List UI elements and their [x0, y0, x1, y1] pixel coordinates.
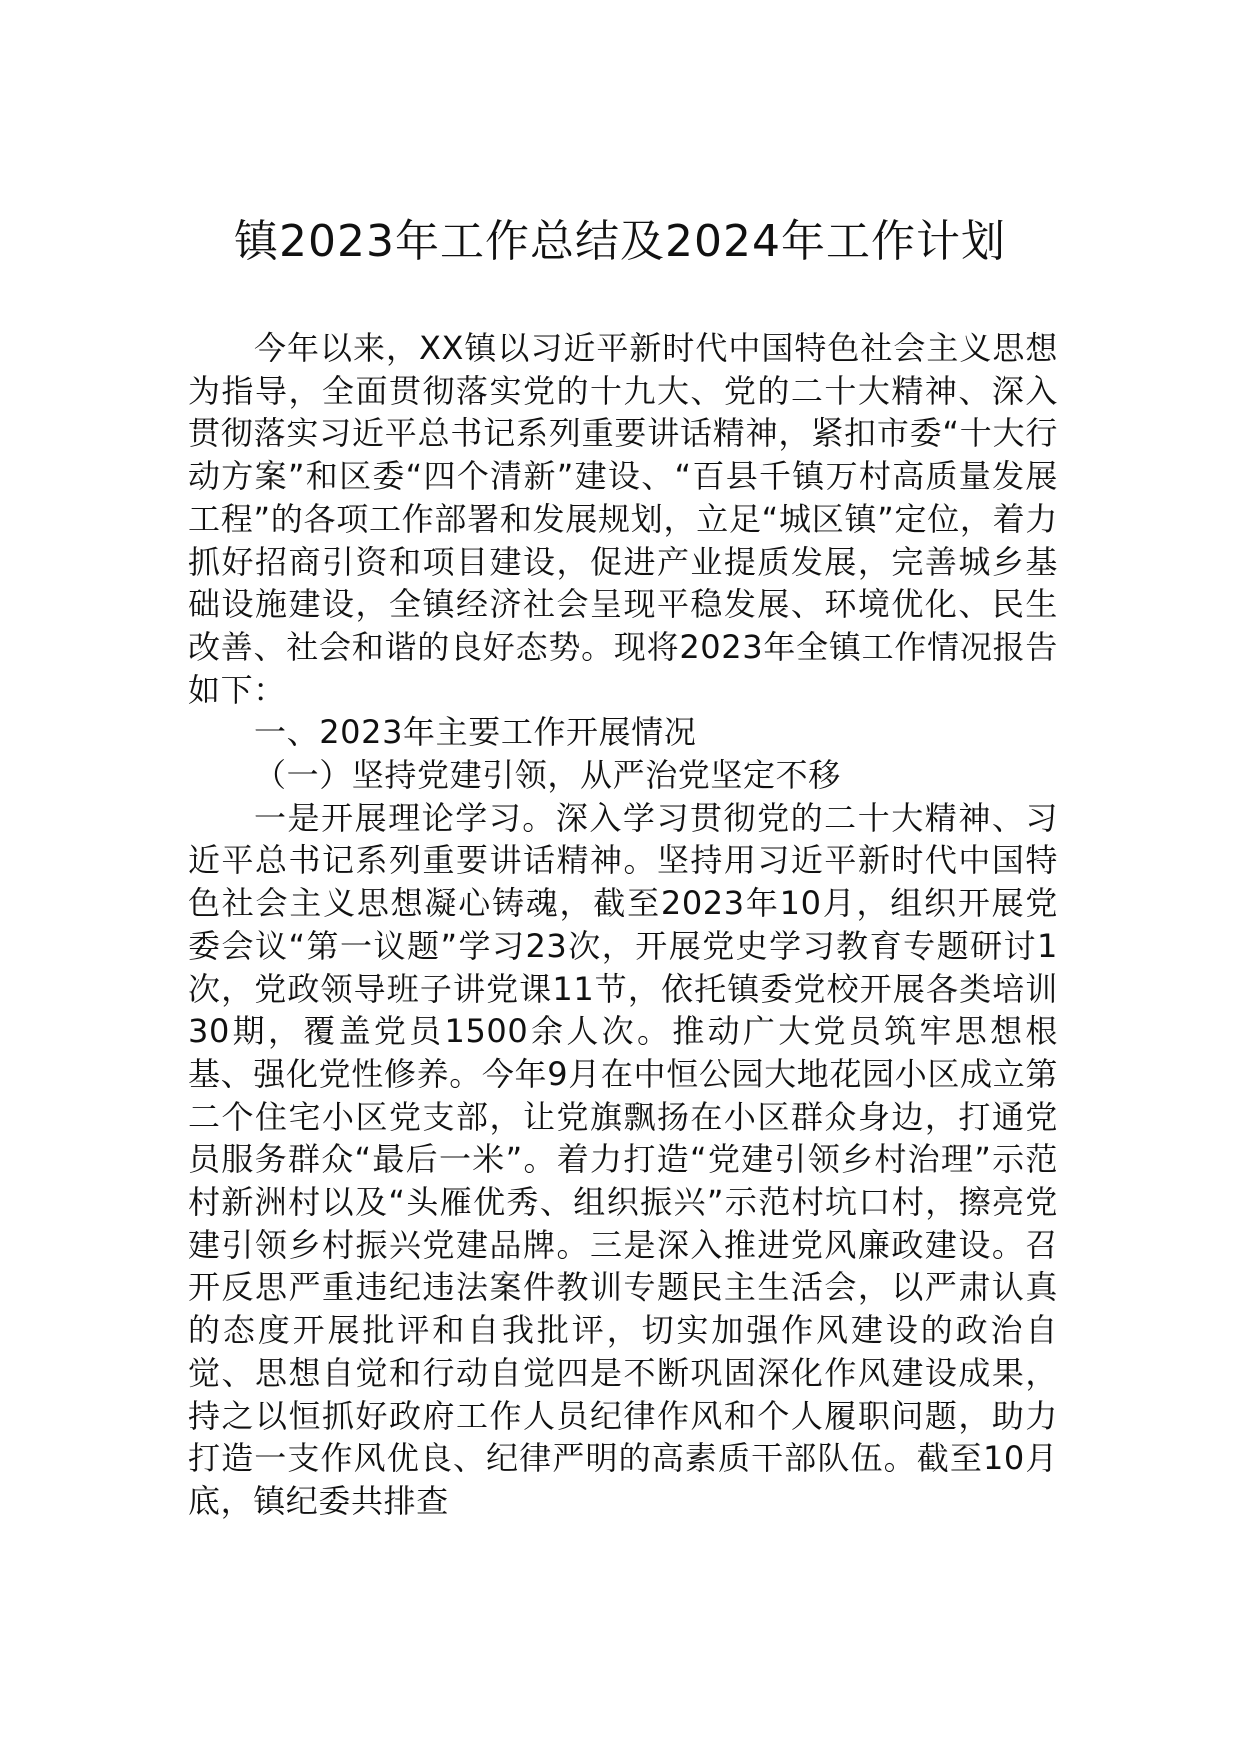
- section-heading: 一、2023年主要工作开展情况: [254, 713, 697, 752]
- body-paragraph: 一是开展理论学习。深入学习贯彻党的二十大精神、习近平总书记系列重要讲话精神。坚持用习近平新时代中国特色社会主义思想凝心铸魂，截至2023年10月，组织开展党委会议“第一议题”学习23次，开展党史学习教育专题研讨1次，党政领导班子讲党课11节，依托镇委党校开展各类培训30期，覆盖党员1500余人次。推动广大党员筑牢思想根基、强化党性修养。今年9月在中恒公园大地花园小区成立第二个住宅小区党支部，让党旗飘扬在小区群众身边，打通党员服务群众“最后一米”。着力打造“党建引领乡村治理”示范村新洲村以及“头雁优秀、组织振兴”示范村坑口村，擦亮党建引领乡村振兴党建品牌。三是深入推进党风廉政建设。召开反思严重违纪违法案件教训专题民主生活会，以严肃认真的态度开展批评和自我批评，切实加强作风建设的政治自觉、思想自觉和行动自觉四是不断巩固深化作风建设成果，持之以恒抓好政府工作人员纪律作风和个人履职问题，助力打造一支作风优良、纪律严明的高素质干部队伍。截至10月底，镇纪委共排查: [188, 798, 1058, 1520]
- intro-paragraph: 今年以来，XX镇以习近平新时代中国特色社会主义思想为指导，全面贯彻落实党的十九大、党的二十大精神、深入贯彻落实习近平总书记系列重要讲话精神，紧扣市委“十大行动方案”和区委“四个清新”建设、“百县千镇万村高质量发展工程”的各项工作部署和发展规划，立足“城区镇”定位，着力抓好招商引资和项目建设，促进产业提质发展，完善城乡基础设施建设，全镇经济社会呈现平稳发展、环境优化、民生改善、社会和谐的良好态势。现将2023年全镇工作情况报告如下：: [188, 329, 1058, 709]
- subsection-heading: （一）坚持党建引领，从严治党坚定不移: [254, 756, 841, 795]
- document-title: 镇2023年工作总结及2024年工作计划: [234, 216, 1006, 267]
- document-body: [188, 327, 1058, 1523]
